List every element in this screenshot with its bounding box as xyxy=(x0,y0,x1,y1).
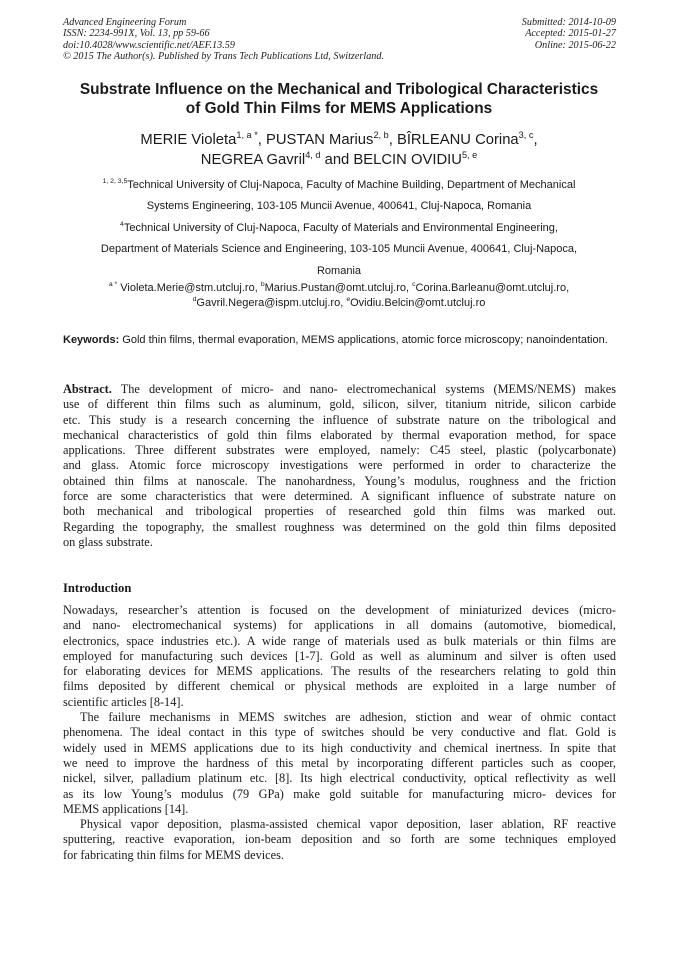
author-marker: 5, e xyxy=(461,149,478,160)
abstract-line: use of different thin films such as aluminum, gold, silicon, silver, titanium nitride, silicon carbide xyxy=(63,397,616,412)
text-line: The failure mechanisms in MEMS switches are adhesion, stiction and wear of ohmic contact xyxy=(80,710,616,725)
author-name: BÎRLEANU Corina xyxy=(396,132,519,148)
author-separator: , xyxy=(257,132,266,148)
introduction-body xyxy=(63,603,616,863)
author-name: PUSTAN Marius xyxy=(266,132,374,148)
online-date: Online: 2015-06-22 xyxy=(534,39,616,51)
affiliation-text: Technical University of Cluj-Napoca, Faculty of Machine Building, Department of Mechanical xyxy=(127,179,576,191)
author-emails xyxy=(40,281,638,310)
affiliation-line xyxy=(50,218,628,239)
publication-dates xyxy=(522,17,616,51)
text-line: Nowadays, researcher’s attention is focused on the development of miniaturized devices (micro- xyxy=(63,603,616,617)
paragraph xyxy=(63,603,616,710)
journal-info xyxy=(63,17,384,63)
author-separator: , xyxy=(533,132,538,148)
text-line: phenomena. The ideal contact in this type of switches should be very conductive and flat. Gold is xyxy=(63,725,616,740)
journal-name: Advanced Engineering Forum xyxy=(63,17,187,28)
doi-line: doi:10.4028/www.scientific.net/AEF.13.59 xyxy=(63,39,235,51)
title-line: Substrate Influence on the Mechanical and Tribological Characteristics xyxy=(79,81,599,98)
text-line: Physical vapor deposition, plasma-assisted chemical vapor deposition, laser ablation, RF reactive xyxy=(80,817,616,832)
abstract-line: and glass. Atomic force microscopy investigations were performed in order to characterize the xyxy=(63,458,616,473)
affiliation-line: Systems Engineering, 103-105 Muncii Avenue, 400641, Cluj-Napoca, Romania xyxy=(146,200,532,213)
text-line: as its low Young’s modulus (79 GPa) make gold suitable for manufacturing micro- devices for xyxy=(63,786,616,801)
email-marker: b xyxy=(260,281,265,289)
keywords-text: Gold thin films, thermal evaporation, MEMS applications, atomic force microscopy; nanoindentation. xyxy=(119,334,608,346)
text-line: and nano- electromechanical systems) for applications in all domains (automotive, biomedical, xyxy=(63,618,616,633)
paper-title xyxy=(40,80,638,118)
abstract-line: mechanical characteristics of gold thin films elaborated by thermal evaporation method, for space xyxy=(63,427,616,442)
abstract-line: force are some characteristics that were determined. A significant influence of substrate nature on xyxy=(63,489,616,504)
author-marker: 4, d xyxy=(305,149,321,160)
text-line: we need to improve the hardness of this metal by incorporating different particles such as cooper, xyxy=(63,755,616,770)
author-name: BELCIN OVIDIU xyxy=(353,152,462,168)
affiliation-line: Department of Materials Science and Engineering, 103-105 Muncii Avenue, 400641, Cluj-Napoca, xyxy=(100,243,578,256)
author-name: MERIE Violeta xyxy=(140,132,237,148)
author-separator: and xyxy=(320,152,354,168)
text-line: widely used in MEMS applications due to its high conductivity and chemical inertness. In spite that xyxy=(63,740,616,755)
paragraph xyxy=(63,710,616,817)
copyright-line: © 2015 The Author(s). Published by Trans Tech Publications Ltd, Switzerland. xyxy=(63,51,385,63)
text-line: nickel, silver, palladium platinum etc. [8]. Its high electrical conductivity, optical reflectivity as well xyxy=(63,771,616,786)
text-line: for fabricating thin films for MEMS devices. xyxy=(63,847,284,862)
abstract-line: Regarding the topography, the smallest roughness was determined on the gold thin films deposited xyxy=(63,519,616,534)
email-marker: a * xyxy=(108,281,118,289)
affiliation-marker: 4 xyxy=(120,220,124,228)
abstract-label: Abstract. xyxy=(63,382,112,396)
issn-line: ISSN: 2234-991X, Vol. 13, pp 59-66 xyxy=(63,28,210,40)
email-line xyxy=(40,296,638,311)
text-line: employed for manufacturing such devices [1-7]. Gold as well as aluminum and silver is often used xyxy=(63,648,616,663)
section-heading-introduction: Introduction xyxy=(63,581,132,595)
text-line: MEMS applications [14]. xyxy=(63,801,189,816)
author-list xyxy=(40,130,638,170)
author-name: NEGREA Gavril xyxy=(200,152,306,168)
author-marker: 3, c xyxy=(518,129,534,140)
affiliation-line: Romania xyxy=(316,264,362,277)
email-marker: d xyxy=(192,295,197,303)
abstract-line: both mechanical and tribological properties of researched gold thin films was marked out. xyxy=(63,504,616,519)
abstract-line: obtained thin films at nanoscale. The nanohardness, Young’s modulus, roughness and the friction xyxy=(63,473,616,488)
author-marker: 1, a * xyxy=(236,129,258,140)
author-separator: , xyxy=(388,132,397,148)
affiliation-line xyxy=(50,175,628,196)
affiliation-text: Technical University of Cluj-Napoca, Faculty of Materials and Environmental Engineering, xyxy=(123,221,558,234)
abstract-line: on glass substrate. xyxy=(63,534,153,549)
title-line: of Gold Thin Films for MEMS Applications xyxy=(185,100,493,117)
email-address: Gavril.Negera@ispm.utcluj.ro, xyxy=(196,296,347,309)
submitted-date: Submitted: 2014-10-09 xyxy=(521,17,616,28)
abstract-line: etc. This study is a research concerning the influence of substrate nature on the tribological and xyxy=(63,412,616,427)
affiliations xyxy=(50,175,628,282)
email-address: Corina.Barleanu@omt.utcluj.ro, xyxy=(415,282,570,294)
text-line: electronics, space industries etc.). A wide range of materials used as bulk materials or thin films are xyxy=(63,633,616,648)
keywords-label: Keywords: xyxy=(63,334,120,346)
abstract-line: applications. Three different substrates were employed, namely: C45 steel, plastic (polycarbonate) xyxy=(63,443,616,458)
paragraph xyxy=(63,817,616,863)
text-line: scientific articles [8-14]. xyxy=(63,694,184,709)
keywords xyxy=(63,333,616,348)
email-line xyxy=(40,281,638,296)
email-address: Ovidiu.Belcin@omt.utcluj.ro xyxy=(350,296,486,309)
author-line xyxy=(40,150,638,170)
abstract-line xyxy=(63,382,616,397)
email-marker: c xyxy=(412,281,416,289)
abstract xyxy=(63,382,616,550)
author-marker: 2, b xyxy=(373,129,389,140)
accepted-date: Accepted: 2015-01-27 xyxy=(525,28,616,40)
abstract-text: The development of micro- and nano- electromechanical systems (MEMS/NEMS) makes xyxy=(111,382,616,396)
text-line: sputtering, reactive evaporation, ion-beam deposition and so forth are some techniques employed xyxy=(63,832,616,847)
email-marker: e xyxy=(346,295,351,303)
email-address: Violeta.Merie@stm.utcluj.ro, xyxy=(117,282,261,294)
email-address: Marius.Pustan@omt.utcluj.ro, xyxy=(264,282,413,294)
author-line xyxy=(40,130,638,150)
text-line: films deposited by different chemical or physical methods are exploited in a large number of xyxy=(63,679,616,694)
text-line: for elaborating devices for MEMS applications. The results of the researchers relating to gold thin xyxy=(63,664,616,679)
affiliation-marker: 1, 2, 3,5 xyxy=(102,178,128,186)
